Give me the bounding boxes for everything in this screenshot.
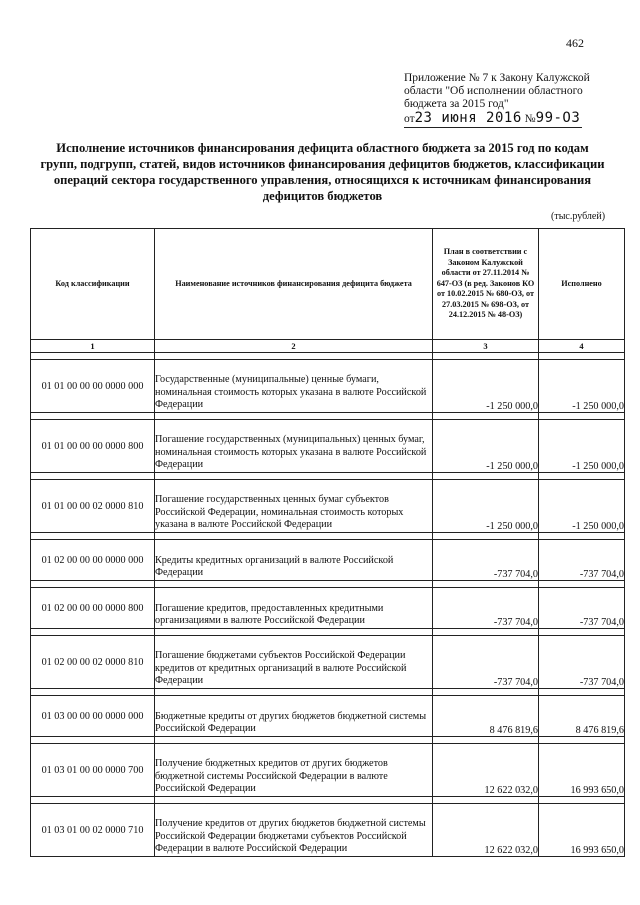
row-executed: -737 704,0	[539, 540, 625, 581]
row-plan: -1 250 000,0	[433, 420, 539, 473]
spacer-row	[31, 689, 625, 696]
row-executed: 16 993 650,0	[539, 744, 625, 797]
date-value: 23 июня 2016	[414, 110, 522, 126]
units-label: (тыс.рублей)	[551, 211, 606, 222]
row-code: 01 02 00 00 00 0000 800	[31, 588, 155, 629]
row-plan: 8 476 819,6	[433, 696, 539, 737]
appendix-date-line	[404, 112, 614, 128]
row-name: Погашение государственных (муниципальных) ценных бумаг, номинальная стоимость которых указана в валюте Российской Федерации	[155, 420, 433, 473]
row-name: Погашение кредитов, предоставленных кредитными организациями в валюте Российской Федерации	[155, 588, 433, 629]
row-plan: 12 622 032,0	[433, 744, 539, 797]
header-code: Код классификации	[31, 229, 155, 340]
row-plan: -737 704,0	[433, 636, 539, 689]
spacer-row	[31, 629, 625, 636]
row-executed: -737 704,0	[539, 588, 625, 629]
row-code: 01 03 01 00 00 0000 700	[31, 744, 155, 797]
appendix-line-3: бюджета за 2015 год"	[404, 98, 509, 110]
row-name: Кредиты кредитных организаций в валюте Российской Федерации	[155, 540, 433, 581]
row-name: Погашение государственных ценных бумаг субъектов Российской Федерации, номинальная стоимость которых указана в валюте Российской Федерации	[155, 480, 433, 533]
table-row	[31, 588, 625, 629]
row-code: 01 02 00 00 00 0000 000	[31, 540, 155, 581]
row-executed: -1 250 000,0	[539, 360, 625, 413]
row-code: 01 01 00 00 00 0000 000	[31, 360, 155, 413]
row-code: 01 02 00 00 02 0000 810	[31, 636, 155, 689]
row-name: Получение кредитов от других бюджетов бюджетной системы Российской Федерации бюджетами субъектов Российской Федерации в валюте Российской Федерации	[155, 804, 433, 857]
row-executed: -737 704,0	[539, 636, 625, 689]
row-executed: -1 250 000,0	[539, 480, 625, 533]
column-number: 2	[155, 340, 433, 353]
row-plan: 12 622 032,0	[433, 804, 539, 857]
page-number: 462	[566, 36, 584, 50]
spacer-row	[31, 581, 625, 588]
table-row	[31, 744, 625, 797]
table-row	[31, 420, 625, 473]
appendix-line-1: Приложение № 7 к Закону Калужской	[404, 72, 590, 84]
row-plan: -737 704,0	[433, 540, 539, 581]
appendix-block	[404, 72, 614, 128]
table-row	[31, 636, 625, 689]
number-value: 99-ОЗ	[535, 110, 581, 126]
column-number: 1	[31, 340, 155, 353]
table-row	[31, 696, 625, 737]
document-title: Исполнение источников финансирования дефицита областного бюджета за 2015 год по кодам групп, подгрупп, статей, видов источников финансирования дефицитов бюджетов, классификации операций сектора государственного управления, относящихся к источникам финансирования дефицитов бюджетов	[40, 141, 605, 203]
spacer-row	[31, 353, 625, 360]
table-row	[31, 360, 625, 413]
table-row	[31, 540, 625, 581]
header-executed: Исполнено	[539, 229, 625, 340]
row-name: Получение бюджетных кредитов от других бюджетов бюджетной системы Российской Федерации в валюте Российской Федерации	[155, 744, 433, 797]
column-number-row	[31, 340, 625, 353]
row-name: Погашение бюджетами субъектов Российской Федерации кредитов от кредитных организаций в валюте Российской Федерации	[155, 636, 433, 689]
number-prefix: №	[524, 113, 536, 125]
spacer-row	[31, 797, 625, 804]
row-plan: -737 704,0	[433, 588, 539, 629]
row-code: 01 03 01 00 02 0000 710	[31, 804, 155, 857]
row-name: Государственные (муниципальные) ценные бумаги, номинальная стоимость которых указана в валюте Российской Федерации	[155, 360, 433, 413]
spacer-row	[31, 473, 625, 480]
row-executed: 8 476 819,6	[539, 696, 625, 737]
row-plan: -1 250 000,0	[433, 360, 539, 413]
date-prefix: от	[404, 113, 415, 125]
row-executed: 16 993 650,0	[539, 804, 625, 857]
header-name: Наименование источников финансирования дефицита бюджета	[155, 229, 433, 340]
table-row	[31, 804, 625, 857]
column-number: 4	[539, 340, 625, 353]
spacer-row	[31, 413, 625, 420]
spacer-row	[31, 533, 625, 540]
column-number: 3	[433, 340, 539, 353]
row-code: 01 01 00 00 00 0000 800	[31, 420, 155, 473]
row-code: 01 01 00 00 02 0000 810	[31, 480, 155, 533]
row-code: 01 03 00 00 00 0000 000	[31, 696, 155, 737]
table-row	[31, 480, 625, 533]
appendix-line-2: области "Об исполнении областного	[404, 85, 583, 97]
date-underline	[404, 127, 582, 128]
row-name: Бюджетные кредиты от других бюджетов бюджетной системы Российской Федерации	[155, 696, 433, 737]
row-plan: -1 250 000,0	[433, 480, 539, 533]
header-plan: План в соответствии с Законом Калужской области от 27.11.2014 № 647-ОЗ (в ред. Законов КО от 10.02.2015 № 680-ОЗ, от 27.03.2015 № 698-ОЗ, от 24.12.2015 № 48-ОЗ)	[433, 229, 539, 340]
row-executed: -1 250 000,0	[539, 420, 625, 473]
header-row	[31, 229, 625, 340]
spacer-row	[31, 737, 625, 744]
sources-table	[30, 228, 625, 857]
